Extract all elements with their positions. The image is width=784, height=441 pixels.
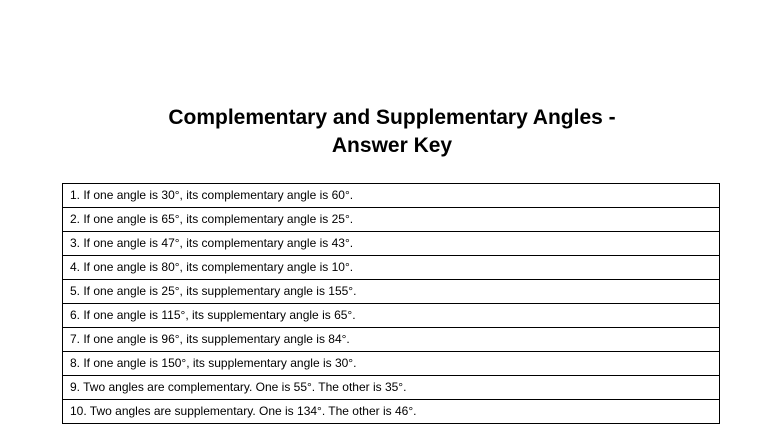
table-row xyxy=(63,304,720,328)
table-row xyxy=(63,256,720,280)
answer-cell-6: 6. If one angle is 115°, its supplementary angle is 65°. xyxy=(63,304,720,328)
answer-cell-1: 1. If one angle is 30°, its complementary angle is 60°. xyxy=(63,184,720,208)
answer-cell-2: 2. If one angle is 65°, its complementary angle is 25°. xyxy=(63,208,720,232)
table-row xyxy=(63,208,720,232)
table-row xyxy=(63,232,720,256)
answer-cell-3: 3. If one angle is 47°, its complementary angle is 43°. xyxy=(63,232,720,256)
table-row xyxy=(63,352,720,376)
table-row xyxy=(63,400,720,424)
table-row xyxy=(63,376,720,400)
answer-key-table xyxy=(62,183,720,424)
answer-cell-7: 7. If one angle is 96°, its supplementary angle is 84°. xyxy=(63,328,720,352)
table-row xyxy=(63,280,720,304)
answer-cell-4: 4. If one angle is 80°, its complementary angle is 10°. xyxy=(63,256,720,280)
answer-cell-5: 5. If one angle is 25°, its supplementary angle is 155°. xyxy=(63,280,720,304)
table-row xyxy=(63,184,720,208)
answer-cell-9: 9. Two angles are complementary. One is 55°. The other is 35°. xyxy=(63,376,720,400)
answer-cell-8: 8. If one angle is 150°, its supplementary angle is 30°. xyxy=(63,352,720,376)
page-title-line-2: Answer Key xyxy=(331,134,453,157)
page-title xyxy=(0,104,784,160)
answer-cell-10: 10. Two angles are supplementary. One is 134°. The other is 46°. xyxy=(70,404,417,418)
page-title-line-1: Complementary and Supplementary Angles - xyxy=(168,106,616,129)
table-row xyxy=(63,328,720,352)
